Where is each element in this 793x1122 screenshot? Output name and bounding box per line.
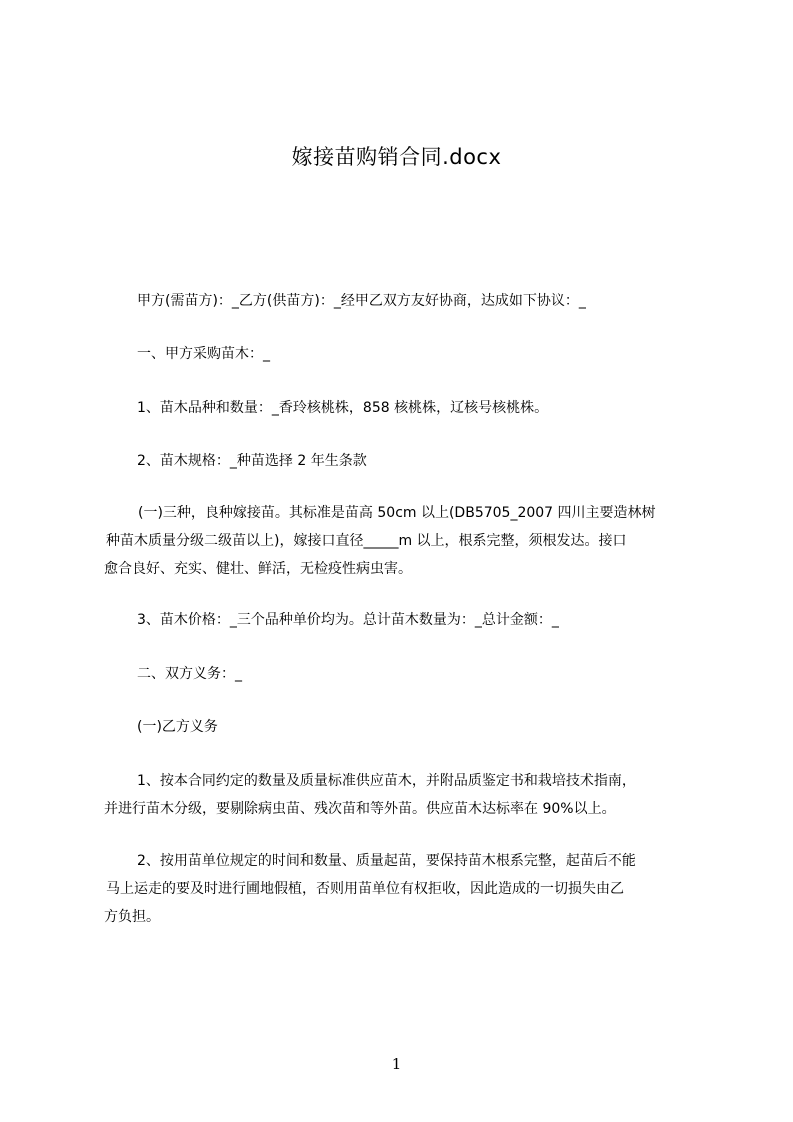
paragraph-line: 马上运走的要及时进行圃地假植，否则用苗单位有权拒收，因此造成的一切损失由乙 — [106, 881, 624, 897]
paragraph-line: (一)三种，良种嫁接苗。其标准是苗高 50cm 以上(DB5705_2007 四川主要造林树 — [138, 505, 656, 521]
paragraph-line: 1、苗木品种和数量：_香玲核桃株，858 核桃株，辽核号核桃株。 — [137, 400, 549, 416]
page-number: 1 — [391, 1055, 402, 1073]
paragraph-party-b-heading — [137, 713, 218, 741]
paragraph-line: 二、双方义务：_ — [137, 666, 242, 682]
paragraph-parties — [137, 287, 586, 315]
paragraph-line: 并进行苗木分级，要剔除病虫苗、残次苗和等外苗。供应苗木达标率在 90%以上。 — [104, 801, 616, 817]
paragraph-line: 1、按本合同约定的数量及质量标准供应苗木，并附品质鉴定书和栽培技术指南， — [137, 773, 636, 789]
paragraph-standard — [104, 499, 656, 583]
paragraph-obligation-1 — [104, 767, 636, 823]
paragraph-line: 方负担。 — [104, 909, 160, 925]
paragraph-line: 一、甲方采购苗木：_ — [137, 346, 270, 362]
paragraph-line: 3、苗木价格：_三个品种单价均为。总计苗木数量为：_总计金额：_ — [137, 612, 559, 628]
paragraph-specification — [137, 447, 367, 475]
document-title: 嫁接苗购销合同.docx — [291, 145, 502, 169]
paragraph-line: 种苗木质量分级二级苗以上)，嫁接口直径_____m 以上，根系完整，须根发达。接口 — [106, 533, 627, 549]
paragraph-line: 愈合良好、充实、健壮、鲜活，无检疫性病虫害。 — [104, 561, 412, 577]
paragraph-obligation-2 — [104, 847, 636, 931]
paragraph-varieties — [137, 394, 548, 422]
paragraph-line: 2、按用苗单位规定的时间和数量、质量起苗，要保持苗木根系完整，起苗后不能 — [137, 853, 636, 869]
paragraph-line: 甲方(需苗方)：_乙方(供苗方)：_经甲乙双方友好协商，达成如下协议：_ — [137, 293, 586, 309]
paragraph-section-1-heading — [137, 340, 270, 368]
paragraph-section-2-heading — [137, 660, 242, 688]
paragraph-line: 2、苗木规格：_种苗选择 2 年生条款 — [137, 453, 367, 469]
paragraph-line: (一)乙方义务 — [137, 719, 218, 735]
paragraph-price — [137, 606, 559, 634]
